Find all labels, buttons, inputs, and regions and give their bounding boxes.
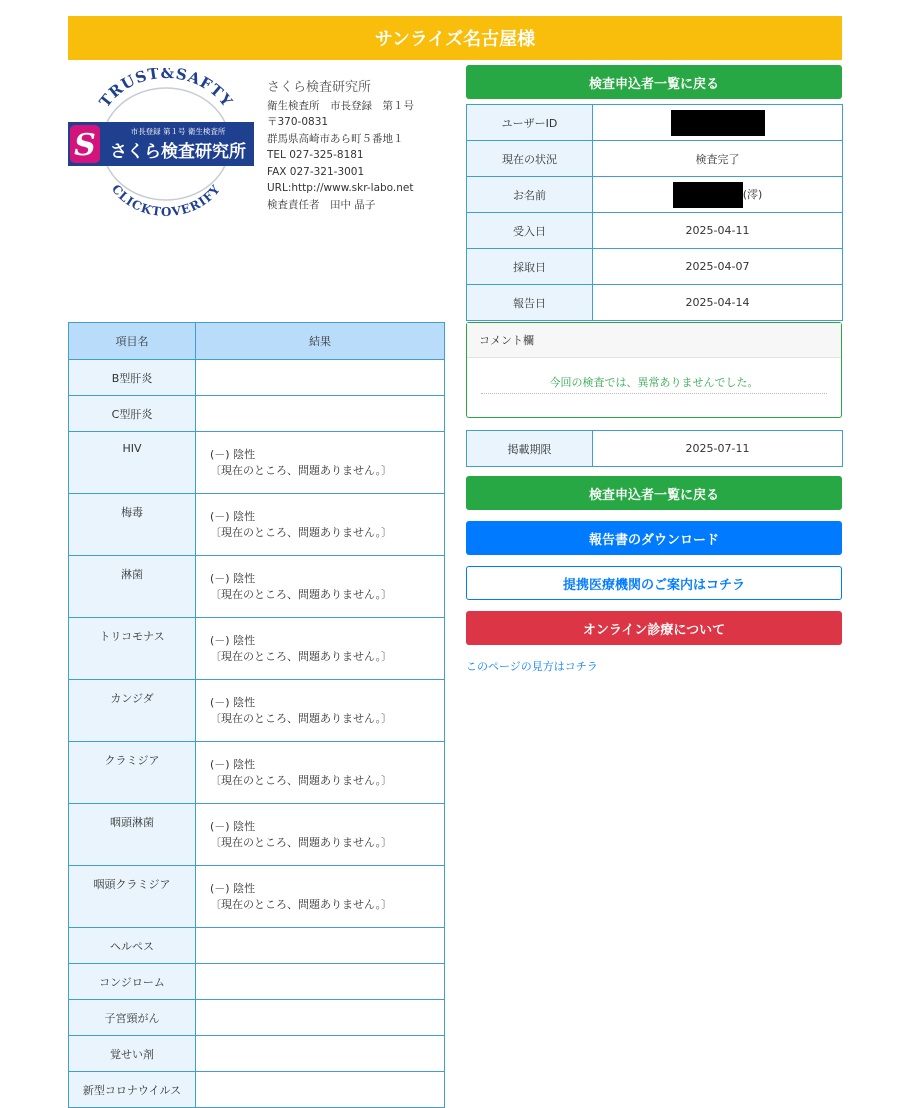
item-result: [196, 866, 445, 928]
col-item-header: 項目名: [69, 323, 196, 360]
table-row: [69, 866, 445, 928]
results-header-row: [69, 323, 445, 360]
lab-fax: FAX 027-321-3001: [267, 165, 365, 178]
reported-value: 2025-04-14: [593, 285, 843, 321]
result-note: 〔現在のところ、問題ありません。〕: [210, 463, 393, 477]
item-result: [196, 742, 445, 804]
result-status: (－) 陰性: [210, 819, 256, 833]
status-value: 検査完了: [593, 141, 843, 177]
reported-label: 報告日: [467, 285, 593, 321]
item-name: ヘルペス: [69, 928, 196, 964]
received-label: 受入日: [467, 213, 593, 249]
lab-tel: TEL 027-325-8181: [267, 149, 364, 161]
result-note: 〔現在のところ、問題ありません。〕: [210, 835, 393, 849]
item-name: 子宮頸がん: [69, 1000, 196, 1036]
table-row: [69, 1000, 445, 1036]
results-table: [68, 322, 445, 1108]
back-to-list-label: 検査申込者一覧に戻る: [588, 76, 719, 92]
result-note: 〔現在のところ、問題ありません。〕: [210, 649, 393, 663]
item-result: [196, 1000, 445, 1036]
lab-director: 検査責任者 田中 晶子: [267, 198, 376, 211]
result-status: (－) 陰性: [210, 447, 256, 461]
table-row: [69, 396, 445, 432]
expiry-table: [466, 430, 843, 467]
item-name: 新型コロナウイルス: [69, 1072, 196, 1108]
online-consultation-label: オンライン診療について: [582, 622, 726, 638]
info-table: [466, 104, 843, 321]
item-result: [196, 680, 445, 742]
item-name: B型肝炎: [69, 360, 196, 396]
item-name: カンジダ: [69, 680, 196, 742]
item-result: [196, 1036, 445, 1072]
item-result: [196, 494, 445, 556]
item-name: HIV: [69, 432, 196, 494]
item-result: [196, 360, 445, 396]
status-label: 現在の状況: [467, 141, 593, 177]
back-to-list-button-top[interactable]: [466, 65, 842, 99]
name-label: お名前: [467, 177, 593, 213]
redacted-name: [673, 182, 743, 208]
col-result-header: 結果: [196, 323, 445, 360]
lab-logo: [68, 68, 260, 218]
item-name: 梅毒: [69, 494, 196, 556]
result-status: (－) 陰性: [210, 695, 256, 709]
table-row: [69, 556, 445, 618]
result-status: (－) 陰性: [210, 571, 256, 585]
table-row: [69, 804, 445, 866]
item-name: コンジローム: [69, 964, 196, 1000]
info-row-status: [467, 141, 843, 177]
result-status: (－) 陰性: [210, 757, 256, 771]
item-name: クラミジア: [69, 742, 196, 804]
result-status: (－) 陰性: [210, 881, 256, 895]
table-row: [69, 432, 445, 494]
page-title: サンライズ名古屋様: [374, 29, 536, 50]
expiry-label: 掲載期限: [467, 431, 593, 467]
item-result: [196, 618, 445, 680]
item-result: [196, 1072, 445, 1108]
logo-badge-small: 市長登録 第１号 衛生検査所: [130, 127, 226, 136]
partner-clinics-label: 提携医療機関のご案内はコチラ: [562, 577, 745, 593]
result-note: 〔現在のところ、問題ありません。〕: [210, 587, 393, 601]
user-id-label: ユーザーID: [467, 105, 593, 141]
sampled-label: 採取日: [467, 249, 593, 285]
expiry-value: 2025-07-11: [593, 431, 843, 467]
result-note: 〔現在のところ、問題ありません。〕: [210, 525, 393, 539]
item-name: C型肝炎: [69, 396, 196, 432]
expiry-row: [467, 431, 843, 467]
page-header: [68, 16, 842, 60]
lab-address: 群馬県高崎市あら町５番地１: [267, 132, 404, 145]
item-result: [196, 556, 445, 618]
info-row-received: [467, 213, 843, 249]
table-row: [69, 494, 445, 556]
partner-clinics-button[interactable]: [466, 566, 842, 600]
back-to-list-button-bottom[interactable]: [466, 476, 842, 510]
lab-postal: 〒370-0831: [267, 116, 329, 128]
item-result: [196, 928, 445, 964]
result-note: 〔現在のところ、問題ありません。〕: [210, 711, 393, 725]
lab-registration: 衛生検査所 市長登録 第１号: [267, 99, 414, 112]
online-consultation-button[interactable]: [466, 611, 842, 645]
user-id-value: [593, 105, 843, 141]
back-to-list-label: 検査申込者一覧に戻る: [588, 487, 719, 503]
table-row: [69, 742, 445, 804]
comment-heading: コメント欄: [467, 323, 841, 358]
logo-badge-big: さくら検査研究所: [110, 142, 246, 162]
table-row: [69, 964, 445, 1000]
info-row-user-id: [467, 105, 843, 141]
result-status: (－) 陰性: [210, 633, 256, 647]
table-row: [69, 1036, 445, 1072]
item-result: [196, 804, 445, 866]
download-report-label: 報告書のダウンロード: [588, 532, 719, 548]
item-name: トリコモナス: [69, 618, 196, 680]
comment-text: 今回の検査では、異常ありませんでした。: [481, 358, 827, 394]
logo-s-mark: S: [74, 128, 96, 163]
received-value: 2025-04-11: [593, 213, 843, 249]
svg-text:TRUST&SAFTY: [96, 68, 237, 111]
sampled-value: 2025-04-07: [593, 249, 843, 285]
item-name: 淋菌: [69, 556, 196, 618]
lab-url: URL:http://www.skr-labo.net: [267, 182, 414, 194]
item-name: 覚せい剤: [69, 1036, 196, 1072]
page-help-link[interactable]: このページの見方はコチラ: [466, 660, 598, 673]
info-row-name: [467, 177, 843, 213]
comment-box: [466, 322, 842, 418]
info-row-reported: [467, 285, 843, 321]
result-status: (－) 陰性: [210, 509, 256, 523]
lab-info: [267, 80, 457, 213]
item-result: [196, 964, 445, 1000]
name-suffix: (澪): [742, 187, 763, 201]
redacted-user-id: [671, 110, 765, 136]
logo-arc-bottom: CLICKTOVERIFY: [108, 181, 224, 218]
download-report-button[interactable]: [466, 521, 842, 555]
table-row: [69, 360, 445, 396]
table-row: [69, 618, 445, 680]
info-row-sampled: [467, 249, 843, 285]
item-name: 咽頭淋菌: [69, 804, 196, 866]
table-row: [69, 928, 445, 964]
table-row: [69, 1072, 445, 1108]
table-row: [69, 680, 445, 742]
result-note: 〔現在のところ、問題ありません。〕: [210, 773, 393, 787]
lab-name: さくら検査研究所: [267, 80, 372, 95]
logo-arc-top: TRUST&SAFTY: [95, 68, 237, 111]
item-result: [196, 396, 445, 432]
item-name: 咽頭クラミジア: [69, 866, 196, 928]
result-note: 〔現在のところ、問題ありません。〕: [210, 897, 393, 911]
name-value: [593, 177, 843, 213]
item-result: [196, 432, 445, 494]
